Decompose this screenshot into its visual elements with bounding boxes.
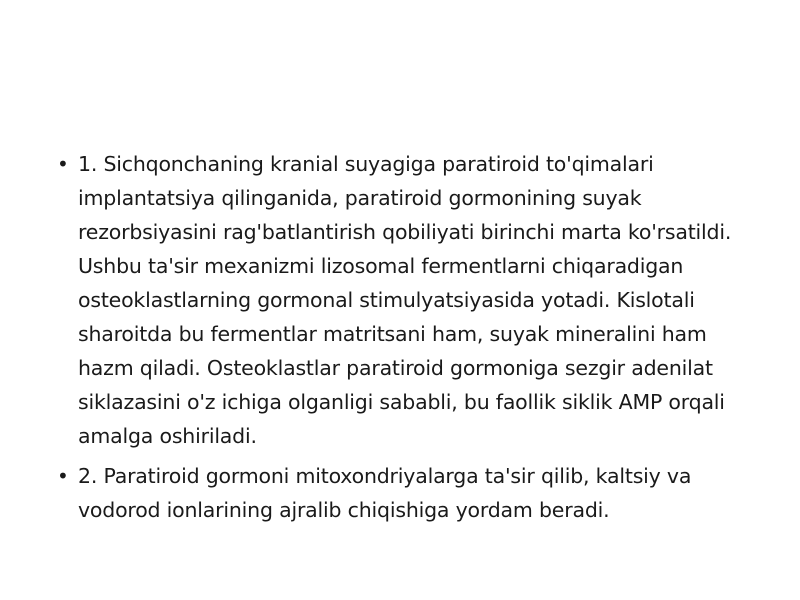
bullet-marker: • <box>57 152 69 176</box>
bullet-item-2 <box>52 459 752 527</box>
bullet-item-1 <box>52 147 752 453</box>
bullet-text-1: 1. Sichqonchaning kranial suyagiga paratiroid to'qimalari implantatsiya qilinganida, paratiroid gormonining suyak rezorbsiyasini rag'batlantirish qobiliyati birinchi marta ko'rsatildi. Ushbu ta'sir mexanizmi lizosomal fermentlarni chiqaradigan osteoklastlarning gormonal stimulyatsiyasida yotadi. Kislotali sharoitda bu fermentlar matritsani ham, suyak mineralini ham hazm qiladi. Osteoklastlar paratiroid gormoniga sezgir adenilat siklazasini o'z ichiga olganligi sababli, bu faollik siklik AMP orqali amalga oshiriladi. <box>78 152 732 448</box>
bullet-marker: • <box>57 464 69 488</box>
bullet-text-2: 2. Paratiroid gormoni mitoxondriyalarga ta'sir qilib, kaltsiy va vodorod ionlarining ajralib chiqishiga yordam beradi. <box>78 464 692 522</box>
bullet-list <box>52 147 752 533</box>
